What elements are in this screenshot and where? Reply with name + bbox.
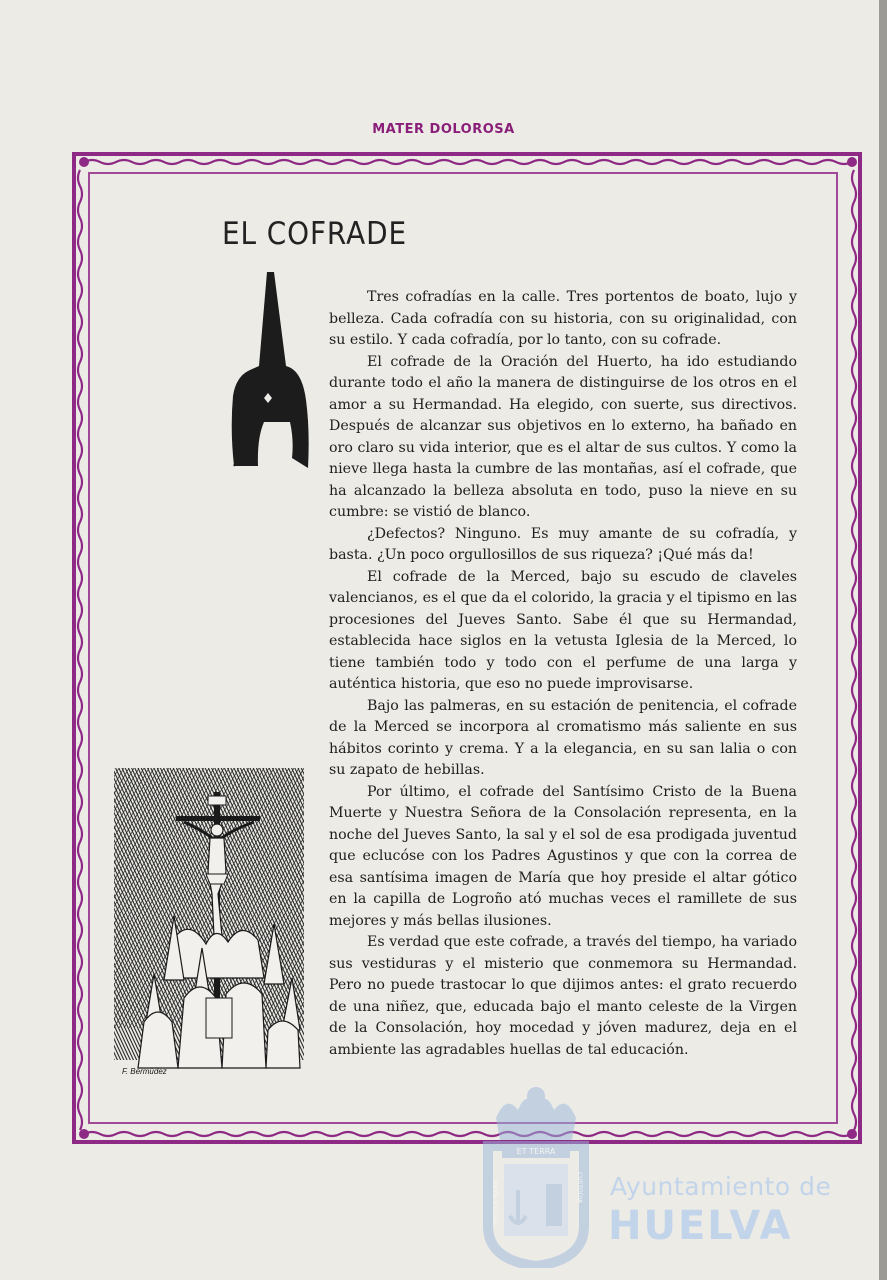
paragraph-7: Es verdad que este cofrade, a través del tiempo, ha variado sus vestiduras y el misterio que conmemora su Hermandad. Pero no puede trastocar lo que dijimos antes: el grato recuerdo de una niñez, que, educada bajo el manto celeste de la Virgen de la Consolación, hoy mocedad y jóven madurez, deja en el ambiente las agradables huellas de tal educación. [329,934,797,1058]
crucifix-illustration [114,768,304,1082]
paragraph-6: Por último, el cofrade del Santísimo Cristo de la Buena Muerte y Nuestra Señora de la Consolación representa, en la noche del Jueves Santo, la sal y el sol de esa prodigada juventud que eclucóse con los Padres Agustinos y que con la correa de esa santísima imagen de María que hoy preside el altar gótico en la capilla de Logroño ató muchas veces el ramillete de sus mejores y más bellas ilusiones. [329,783,797,929]
paragraph-2: El cofrade de la Oración del Huerto, ha ido estudiando durante todo el año la manera de distinguirse de los otros en el amor a su Hermandad. Ha elegido, con suerte, sus directivos. Después de alcanzar sus objetivos en lo externo, ha bañado en oro claro su vida interior, que es el altar de sus cultos. Y como la nieve llega hasta la cumbre de las montañas, así el cofrade, que ha alcanzado la belleza absoluta en todo, puso la nieve en su cumbre: se vistió de blanco. [329,353,797,520]
article-title: EL COFRADE [222,216,407,252]
article-body [329,287,797,1061]
paragraph-3: ¿Defectos? Ninguno. Es muy amante de su cofradía, y basta. ¿Un poco orgullosillos de sus riqueza? ¡Qué más da! [329,525,797,563]
watermark-ayuntamiento: Ayuntamiento de [610,1172,832,1201]
paragraph-5: Bajo las palmeras, en su estación de penitencia, el cofrade de la Merced se incorpora al cromatismo más saliente en sus hábitos corinto y crema. Y a la elegancia, en su san lalia o con su zapato de hebillas. [329,697,797,778]
watermark-huelva: HUELVA [608,1203,793,1249]
paragraph-1: Tres cofradías en la calle. Tres portentos de boato, lujo y belleza. Cada cofradía con su historia, con su originalidad, con su estilo. Y cada cofradía, por lo tanto, con su cofrade. [329,289,797,348]
crest-right-text: CUSTODIA [576,1172,583,1204]
huelva-crest-icon [474,1084,598,1268]
crest-left-text: PORTUS MARIS [493,1179,500,1224]
crest-banner: ET TERRA [516,1147,556,1156]
illustration-signature: F. Bermúdez [122,1067,167,1076]
paragraph-4: El cofrade de la Merced, bajo su escudo de claveles valencianos, es el que da el colorido, la gracia y el tipismo en las procesiones del Jueves Santo. Sabe él que su Hermandad, establecida hace siglos en la vetusta Iglesia de la Merced, lo tiene también todo y todo con el perfume de una larga y auténtica historia, que eso no puede improvisarse. [329,568,797,692]
running-header: MATER DOLOROSA [372,122,515,137]
nazareno-hood-icon [228,270,312,470]
